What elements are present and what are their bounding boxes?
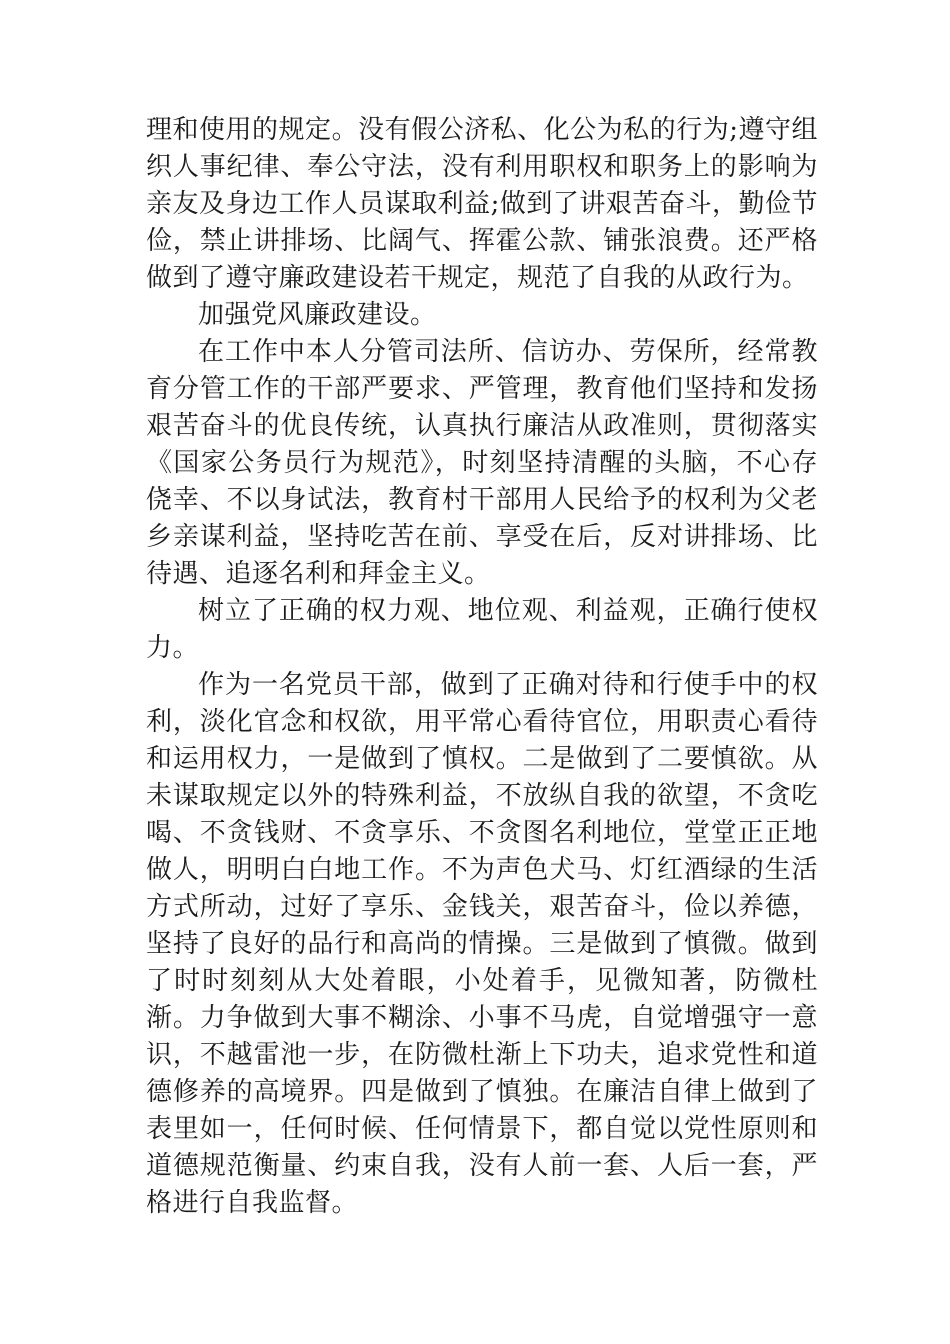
paragraph-continuation: 理和使用的规定。没有假公济私、化公为私的行为;遵守组织人事纪律、奉公守法，没有利用职权和职务上的影响为亲友及身边工作人员谋取利益;做到了讲艰苦奋斗，勤俭节俭，禁止讲排场、比阔气、挥霍公款、铺张浪费。还严格做到了遵守廉政建设若干规定，规范了自我的从政行为。 <box>146 115 818 293</box>
document-page <box>146 112 818 1222</box>
paragraph-heading-power-view: 树立了正确的权力观、地位观、利益观，正确行使权力。 <box>146 596 818 663</box>
paragraph-self-discipline: 作为一名党员干部，做到了正确对待和行使手中的权利，淡化官念和权欲，用平常心看待官位，用职责心看待和运用权力，一是做到了慎权。二是做到了二要慎欲。从未谋取规定以外的特殊利益，不放纵自我的欲望，不贪吃喝、不贪钱财、不贪享乐、不贪图名利地位，堂堂正正地做人，明明白白地工作。不为声色犬马、灯红酒绿的生活方式所动，过好了享乐、金钱关，艰苦奋斗，俭以养德，坚持了良好的品行和高尚的情操。三是做到了慎微。做到了时时刻刻从大处着眼，小处着手，见微知著，防微杜渐。力争做到大事不糊涂、小事不马虎，自觉增强守一意识，不越雷池一步，在防微杜渐上下功夫，追求党性和道德修养的高境界。四是做到了慎独。在廉洁自律上做到了表里如一，任何时候、任何情景下，都自觉以党性原则和道德规范衡量、约束自我，没有人前一套、人后一套，严格进行自我监督。 <box>146 670 818 1218</box>
paragraph-supervision: 在工作中本人分管司法所、信访办、劳保所，经常教育分管工作的干部严要求、严管理，教育他们坚持和发扬艰苦奋斗的优良传统，认真执行廉洁从政准则，贯彻落实《国家公务员行为规范》，时刻坚持清醒的头脑，不心存侥幸、不以身试法，教育村干部用人民给予的权利为父老乡亲谋利益，坚持吃苦在前、享受在后，反对讲排场、比待遇、追逐名利和拜金主义。 <box>146 337 818 589</box>
paragraph-heading-party-conduct: 加强党风廉政建设。 <box>198 300 437 330</box>
